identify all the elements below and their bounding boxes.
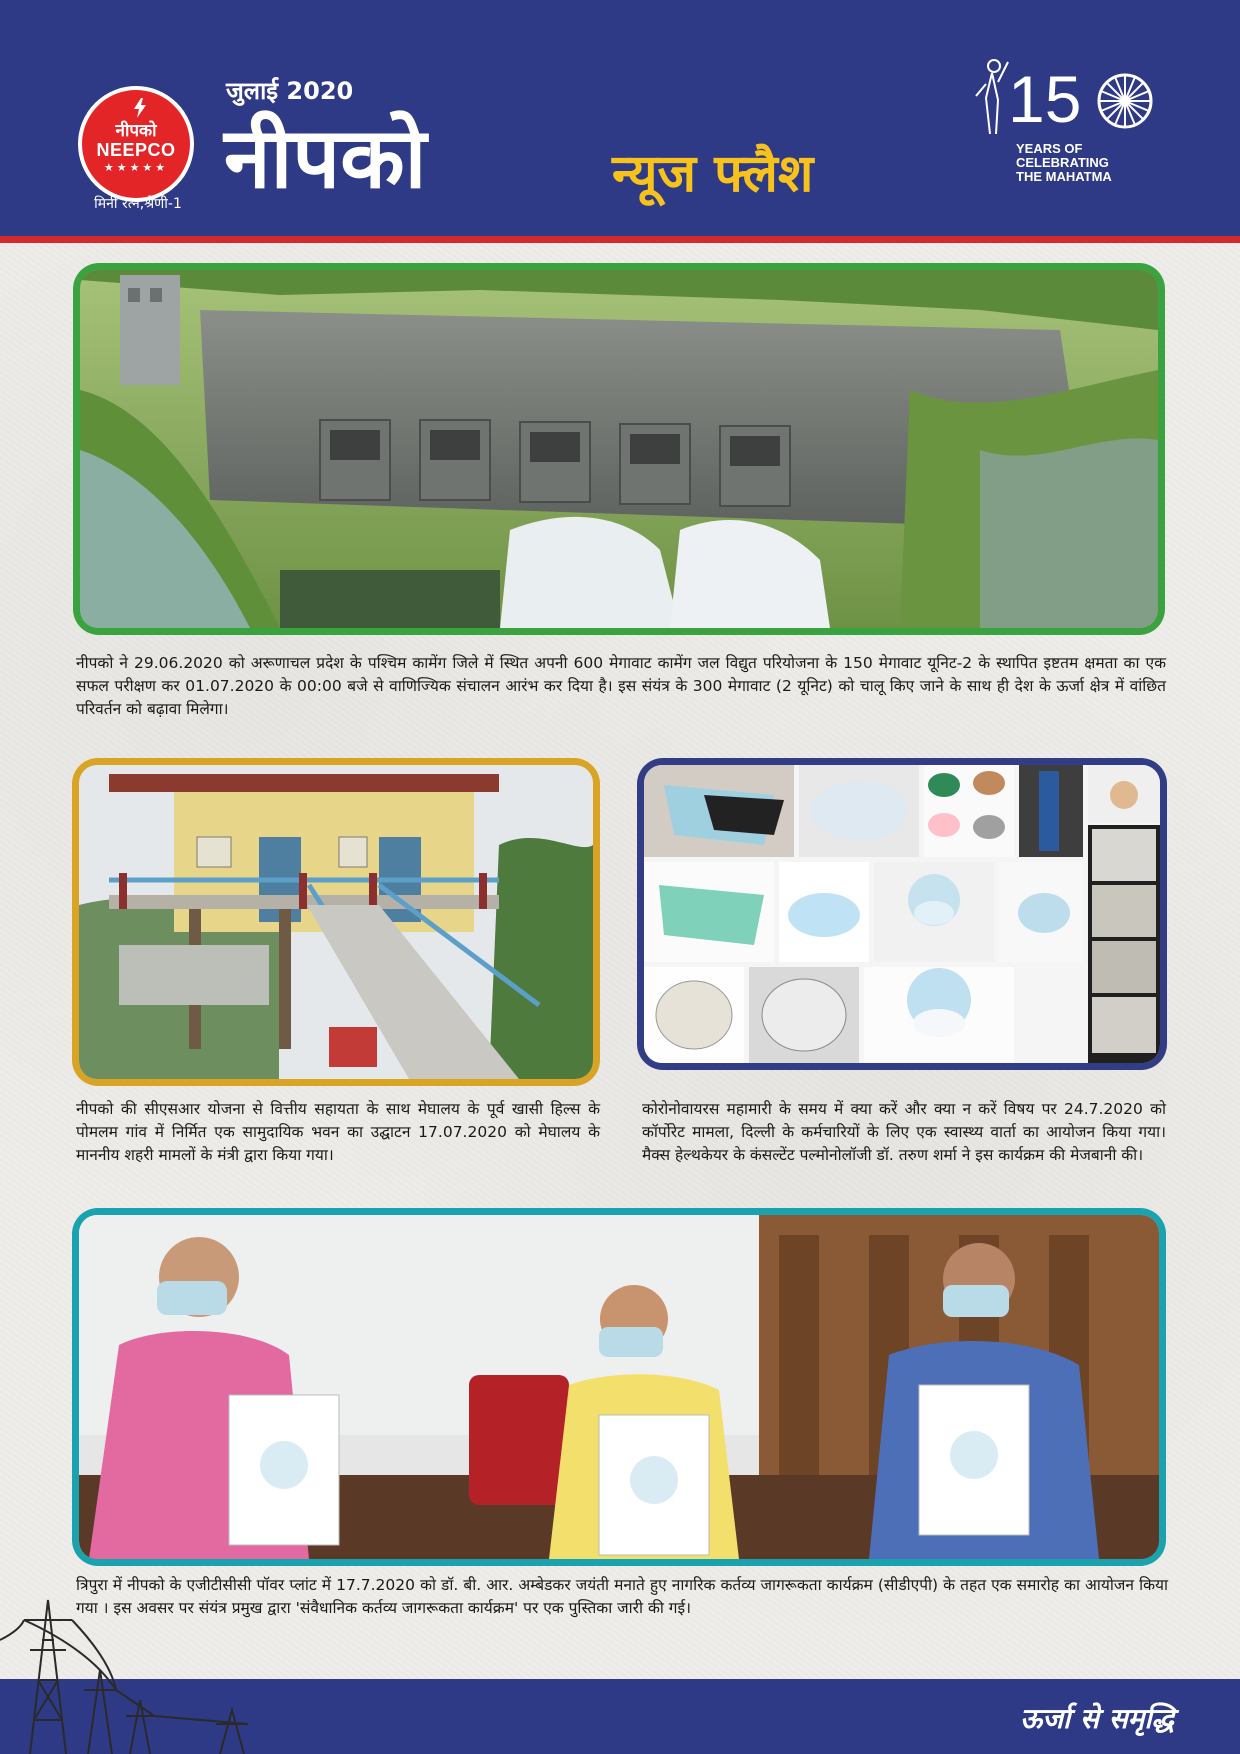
- mask-collage-illustration: [644, 765, 1160, 1063]
- covid-collage-frame: [637, 758, 1167, 1070]
- logo-hindi-text: नीपको: [115, 121, 157, 141]
- neepco-logo: [78, 86, 194, 202]
- community-hall-photo-frame: [72, 758, 600, 1086]
- anniversary-line-3: THE MAHATMA: [1016, 169, 1112, 184]
- header-divider: [0, 236, 1240, 243]
- issue-date: जुलाई 2020: [226, 77, 354, 105]
- transmission-tower-icon: [0, 1580, 320, 1754]
- story-caption-csr-meghalaya: नीपको की सीएसआर योजना से वित्तीय सहायता के साथ मेघालय के पूर्व खासी हिल्स के पोमलम गांव में निर्मित एक सामुदायिक भवन का उद्घाटन 17.07.2020 को मेघालय के माननीय शहरी मामलों के मंत्री द्वारा किया गया।: [76, 1100, 600, 1164]
- anniversary-line-2: CELEBRATING: [1016, 155, 1109, 170]
- story-caption-kameng: नीपको ने 29.06.2020 को अरूणाचल प्रदेश के पश्चिम कामेंग जिले में स्थित अपनी 600 मेगावाट कामेंग जल विद्युत परियोजना के 150 मेगावाट यूनिट-2 के स्थापित इष्टतम क्षमता का एक सफल परीक्षण कर 01.07.2020 के 00:00 बजे से वाणिज्यिक संचालन आरंभ कर दिया है। इस संयंत्र के 300 मेगावाट (2 यूनिट) को चालू किए जाने के साथ ही देश के ऊर्जा क्षेत्र में वांछित परिवर्तन को बढ़ावा मिलेगा।: [76, 654, 1166, 718]
- dam-photo: [80, 270, 1158, 628]
- gandhi-150-emblem: [968, 56, 1168, 196]
- booklet-release-photo-frame: [72, 1208, 1166, 1566]
- covid-collage-photo: [644, 765, 1160, 1063]
- anniversary-line-1: YEARS OF: [1016, 141, 1083, 156]
- anniversary-number: 15: [1008, 62, 1082, 136]
- story-caption-covid-talk: कोरोनोवायरस महामारी के समय में क्या करें और क्या न करें विषय पर 24.7.2020 को कॉर्पोरेट मामला, दिल्ली के कर्मचारियों के लिए एक स्वास्थ्य वार्ता का आयोजन किया गया। मैक्स हेल्थकेयर के कंसल्टेंट पल्मोनोलॉजी डॉ. तरुण शर्मा ने इस कार्यक्रम की मेजबानी की।: [642, 1100, 1166, 1164]
- booklet-release-photo: [79, 1215, 1159, 1559]
- kameng-dam-illustration: [80, 270, 1158, 628]
- gandhi-silhouette-icon: [968, 56, 1012, 136]
- masthead: [0, 0, 1240, 243]
- logo-english-text: NEEPCO: [96, 140, 176, 160]
- community-hall-photo: [79, 765, 593, 1079]
- logo-stars-icon: ★★★★★: [103, 161, 169, 174]
- newsletter-title: नीपको: [224, 109, 427, 207]
- charkha-wheel-icon: [1096, 72, 1154, 130]
- story-caption-agtcc-tripura: त्रिपुरा में नीपको के एजीटीसीसी पॉवर प्लांट में 17.7.2020 को डॉ. बी. आर. अम्बेडकर जयंती मनाते हुए नागरिक कर्तव्य जागरूकता कार्यक्रम (सीडीएपी) के तहत एक समारोह का आयोजन किया गया । इस अवसर पर संयंत्र प्रमुख द्वारा 'संवैधानिक कर्तव्य जागरूकता कार्यक्रम' पर एक पुस्तिका जारी की गई।: [76, 1576, 1168, 1617]
- booklet-release-illustration: [79, 1215, 1159, 1559]
- footer-slogan: ऊर्जा से समृद्धि: [1020, 1702, 1174, 1735]
- dam-photo-frame: [73, 263, 1165, 635]
- newsletter-subtitle: न्यूज फ्लैश: [612, 144, 814, 204]
- logo-tagline: मिनी रत्न,श्रेणी-1: [94, 196, 182, 212]
- lightning-bolt-icon: [132, 98, 148, 118]
- community-hall-illustration: [79, 765, 593, 1079]
